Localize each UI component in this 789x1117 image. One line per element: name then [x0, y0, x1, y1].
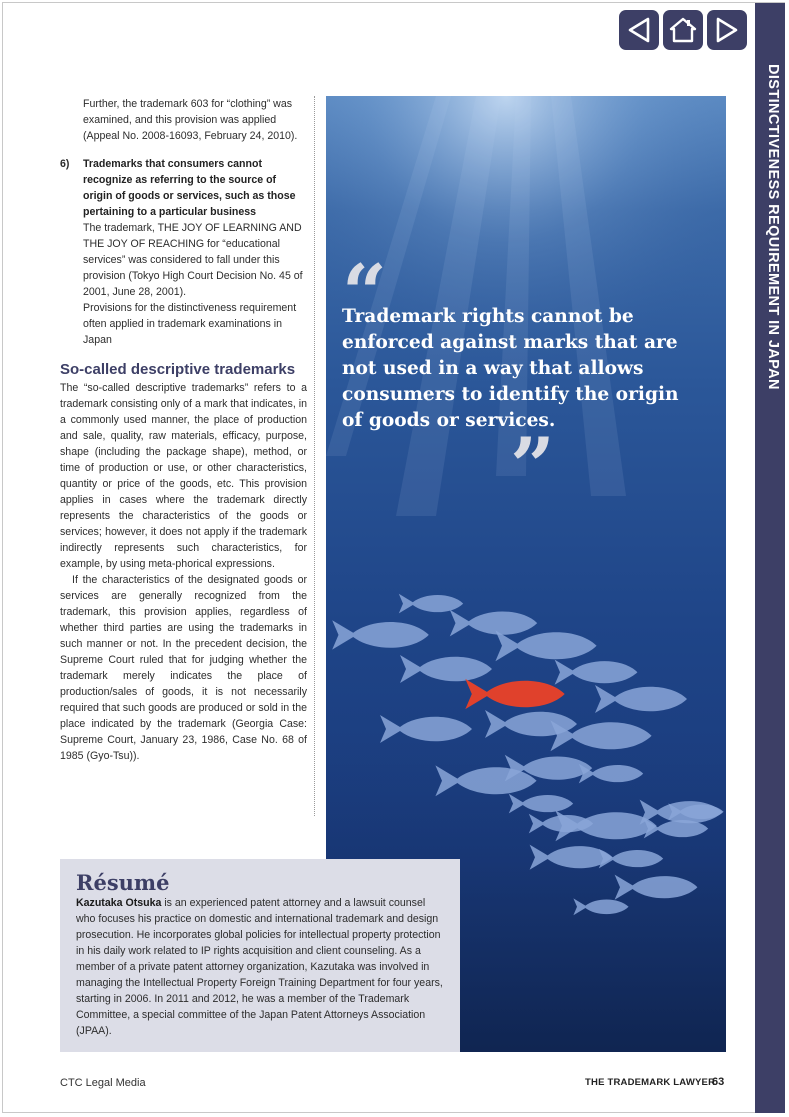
red-fish [465, 679, 564, 709]
list-item-text: The trademark, THE JOY OF LEARNING AND THE JOY OF REACHING for “educational services” was considered to fall under this provision (Tokyo High Court Decision No. 45 of 2001, June 28, 2001). [83, 222, 303, 298]
blue-fish [399, 594, 463, 614]
blue-fish [400, 655, 492, 683]
article-text-column [60, 96, 307, 764]
opening-quote-mark: “ [342, 248, 387, 339]
body-paragraph: If the characteristics of the designated goods or services are generally recognized from the trademark, this provision applies, regardless of whether third parties are using the trademarks in such manner or not. In the precedent decision, the Supreme Court ruled that for judging whether the trademark merely indicates the place of production/sales of goods, it is not necessarily required that such goods are produced or sold in the place indicated by the trademark (Georgia Case: Supreme Court, January 23, 1986, Case No. 68 of 1985 (Gyo-Tsu)). [60, 574, 307, 762]
list-item-text: Provisions for the distinctiveness requirement often applied in trademark examinations in Japan [83, 302, 297, 346]
pull-quote: Trademark rights cannot be enforced against marks that are not used in a way that allows consumers to identify the origin of goods or services. [342, 306, 679, 431]
blue-fish [450, 610, 537, 637]
section-heading: So-called descriptive trademarks [60, 361, 296, 378]
blue-fish [495, 630, 596, 661]
triangle-left-icon [627, 17, 651, 43]
previous-page-button[interactable] [619, 10, 659, 50]
blue-fish [595, 685, 687, 713]
intro-paragraph: Further, the trademark 603 for “clothing” was examined, and this provision was applied (Appeal No. 2008-16093, February 24, 2010). [83, 98, 298, 142]
list-item-6 [60, 156, 307, 348]
footer-magazine-name: THE TRADEMARK LAWYER [585, 1077, 716, 1088]
home-button[interactable] [663, 10, 703, 50]
resume-title: Résumé [76, 870, 170, 895]
page-number: 63 [712, 1076, 725, 1088]
resume-body [76, 895, 444, 1039]
resume-text: is an experienced patent attorney and a lawsuit counsel who focuses his practice on domestic and international trademark and design prosecution. He incorporates global policies for intellectual property protection in his daily work related to IP rights acquisition and client counseling. As a member of a private patent attorney organization, Kazutaka was involved in managing the Intellectual Property Foreign Training Department for four years, starting in 2006. In 2011 and 2012, he was a member of the Trademark Committee, a special committee of the Japan Patent Attorneys Association (JPAA). [76, 897, 443, 1037]
body-paragraph: The “so-called descriptive trademarks” refers to a trademark consisting only of a mark that indicates, in a commonly used manner, the place of production and sale, quality, raw materials, efficacy, purpose, shape (including the package shape), method, or time of production or use, or other characteristics, quantity or price of the goods, etc. This provision applies in cases where the trademark directly represents the characteristics of the goods or services; however, it does not apply if the trademark indirectly represents such characteristics, for example, by using meta-phorical expressions. [60, 382, 307, 570]
closing-quote-mark: ” [510, 421, 555, 512]
column-divider [314, 96, 315, 816]
blue-fish [332, 620, 429, 649]
author-name: Kazutaka Otsuka [76, 897, 162, 909]
page-navigation [619, 10, 747, 50]
house-icon [669, 17, 697, 43]
list-item-content [83, 156, 307, 348]
resume-box [60, 859, 460, 1052]
list-item-heading: Trademarks that consumers cannot recognize as referring to the source of origin of goods or services, such as those pertaining to a particular business [83, 158, 296, 218]
footer-publisher: CTC Legal Media [60, 1077, 146, 1089]
triangle-right-icon [715, 17, 739, 43]
list-item-number: 6) [60, 158, 70, 170]
side-section-title: DISTINCTIVENESS REQUIREMENT IN JAPAN [765, 64, 781, 390]
blue-fish [555, 660, 638, 685]
next-page-button[interactable] [707, 10, 747, 50]
